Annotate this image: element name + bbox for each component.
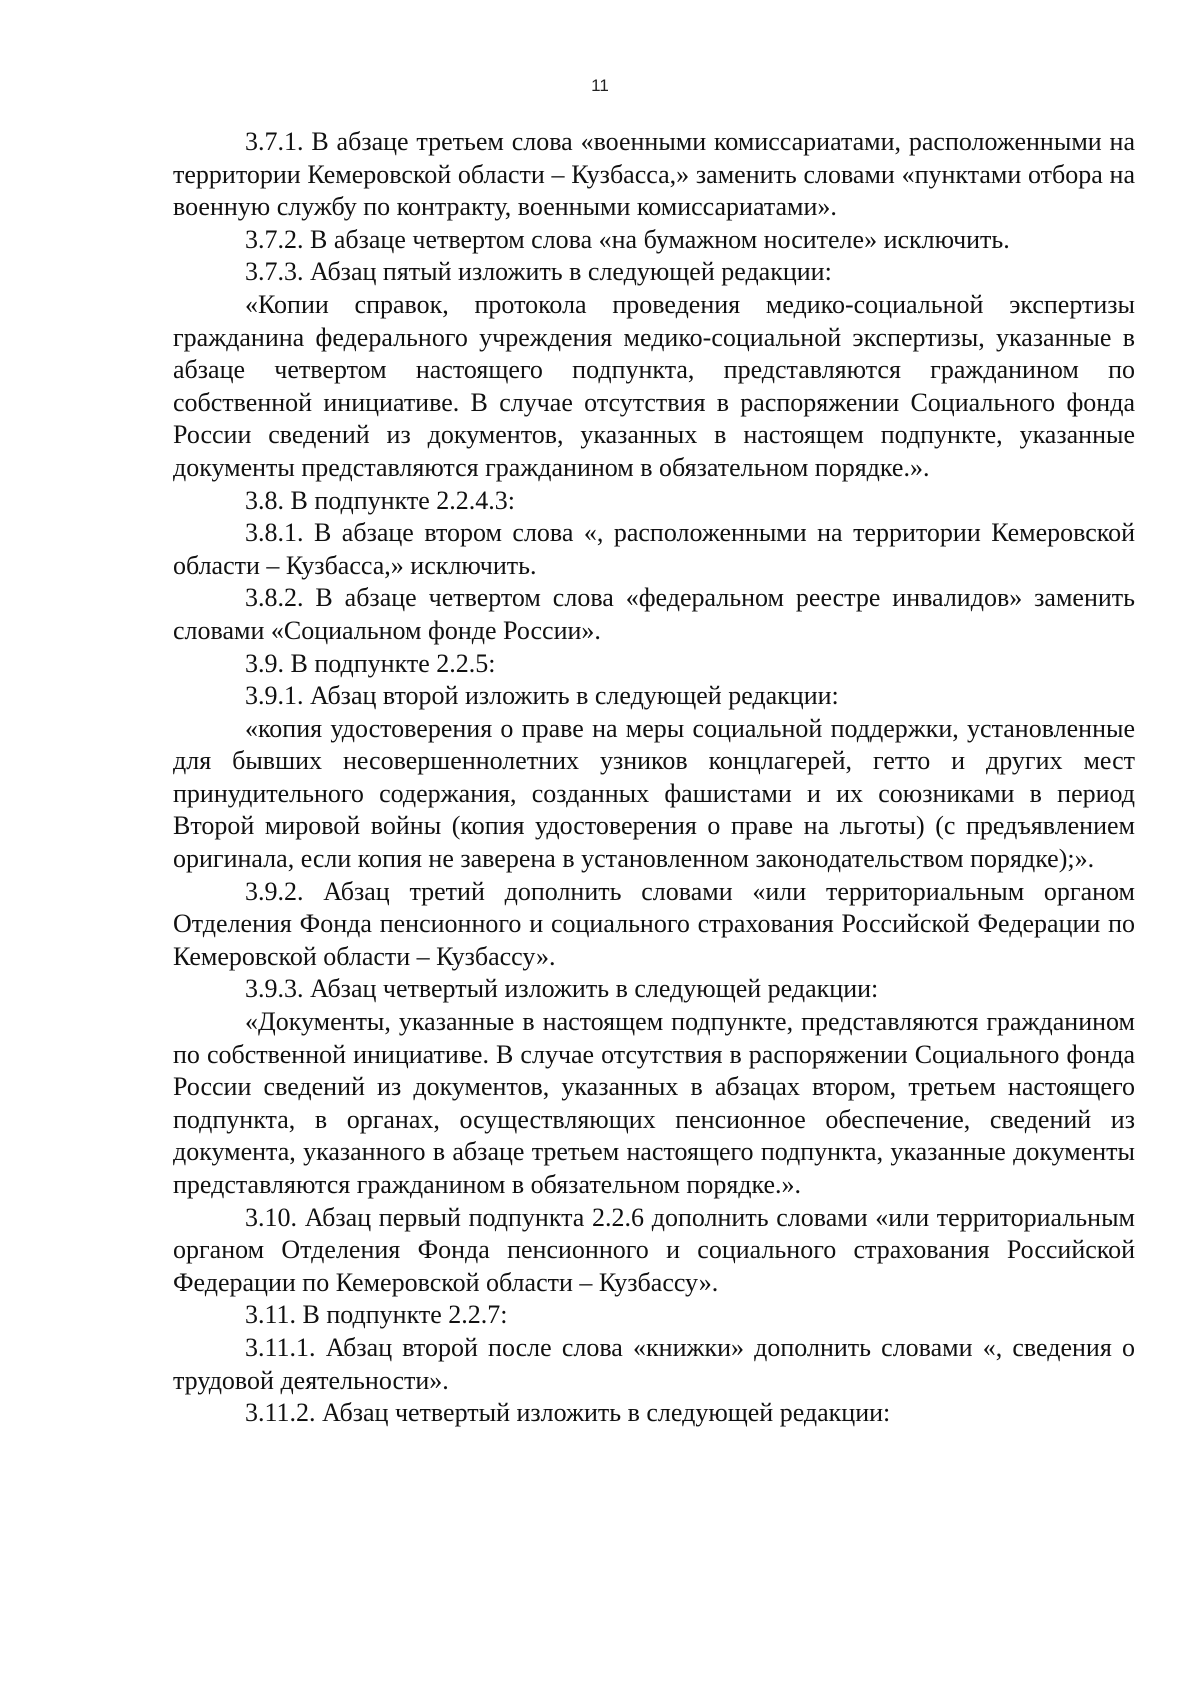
page-number: 11 [591,76,609,95]
paragraph-3-8-1: 3.8.1. В абзаце втором слова «, расположенными на территории Кемеровской области – Кузбасса,» исключить. [173,518,1135,580]
quoted-paragraph-copies-of-certificates: «Копии справок, протокола проведения медико-социальной экспертизы гражданина федерального учреждения медико-социальной экспертизы, указанные в абзаце четвертом настоящего подпункта, представляются гражданином по собственной инициативе. В случае отсутствия в распоряжении Социального фонда России сведений из документов, указанных в настоящем подпункте, указанные документы представляются гражданином в обязательном порядке.». [173,289,1135,482]
paragraph-3-11-2: 3.11.2. Абзац четвертый изложить в следующей редакции: [245,1398,891,1428]
paragraph-3-8: 3.8. В подпункте 2.2.4.3: [245,485,515,515]
paragraph-3-9-1: 3.9.1. Абзац второй изложить в следующей редакции: [245,681,839,711]
quoted-paragraph-documents: «Документы, указанные в настоящем подпункте, представляются гражданином по собственной инициативе. В случае отсутствия в распоряжении Социального фонда России сведений из документов, указанных в абзацах втором, третьем настоящего подпункта, в органах, осуществляющих пенсионное обеспечение, сведений из документа, указанного в абзаце третьем настоящего подпункта, указанные документы представляются гражданином в обязательном порядке.». [173,1007,1135,1199]
quoted-paragraph-certificate-copy: «копия удостоверения о праве на меры социальной поддержки, установленные для бывших несовершеннолетних узников концлагерей, гетто и других мест принудительного содержания, созданных фашистами и их союзниками в период Второй мировой войны (копия удостоверения о праве на льготы) (с предъявлением оригинала, если копия не заверена в установленном законодательством порядке);». [173,713,1135,874]
paragraph-3-9-3: 3.9.3. Абзац четвертый изложить в следующей редакции: [245,974,879,1004]
paragraph-3-9-2: 3.9.2. Абзац третий дополнить словами «или территориальным органом Отделения Фонда пенсионного и социального страхования Российской Федерации по Кемеровской области – Кузбассу». [173,876,1135,971]
paragraph-3-8-2: 3.8.2. В абзаце четвертом слова «федеральном реестре инвалидов» заменить словами «Социальном фонде России». [173,583,1135,645]
paragraph-3-7-2: 3.7.2. В абзаце четвертом слова «на бумажном носителе» исключить. [245,224,1010,254]
paragraph-3-11-1: 3.11.1. Абзац второй после слова «книжки» дополнить словами «, сведения о трудовой деятельности». [173,1332,1135,1395]
paragraph-3-10: 3.10. Абзац первый подпункта 2.2.6 дополнить словами «или территориальным органом Отделения Фонда пенсионного и социального страхования Российской Федерации по Кемеровской области – Кузбассу». [173,1202,1135,1297]
paragraph-3-7-1: 3.7.1. В абзаце третьем слова «военными комиссариатами, расположенными на территории Кемеровской области – Кузбасса,» заменить словами «пунктами отбора на военную службу по контракту, военными комиссариатами». [173,127,1135,222]
paragraph-3-9: 3.9. В подпункте 2.2.5: [245,648,496,678]
paragraph-3-7-3: 3.7.3. Абзац пятый изложить в следующей редакции: [245,257,832,287]
document-body [173,126,1135,1430]
paragraph-3-11: 3.11. В подпункте 2.2.7: [245,1300,508,1330]
